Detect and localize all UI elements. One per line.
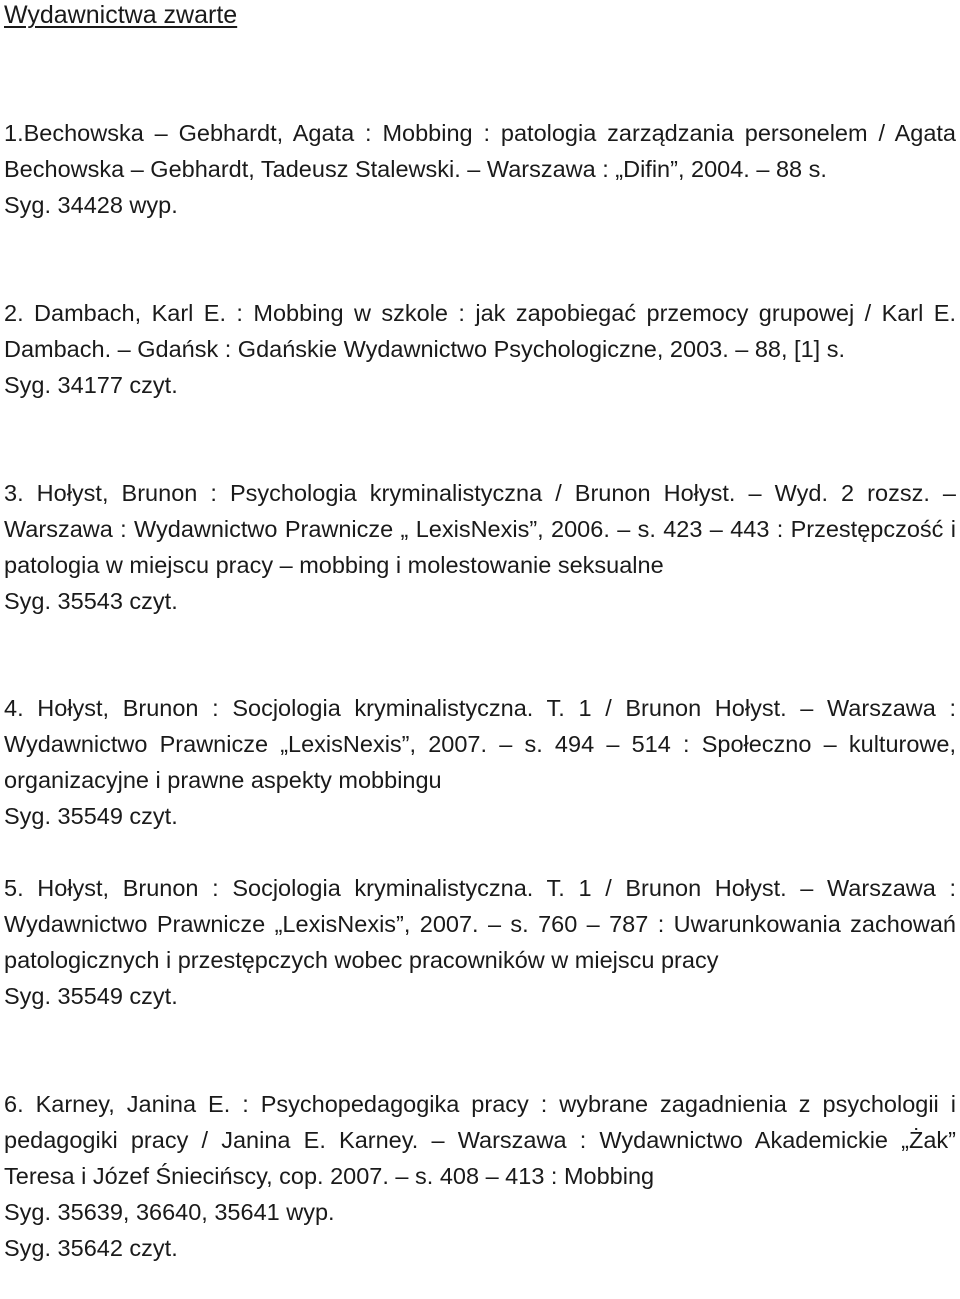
bibliography-entry-6 [4,1086,956,1266]
entry-description: 3. Hołyst, Brunon : Psychologia kryminalistyczna / Brunon Hołyst. – Wyd. 2 rozsz. – Warszawa : Wydawnictwo Prawnicze „ LexisNexis”, 2006. – s. 423 – 443 : Przestępczość i patologia w miejscu pracy – mobbing i molestowanie seksualne [4,480,956,578]
section-heading: Wydawnictwa zwarte [4,1,238,29]
entry-signature: Syg. 34428 wyp. [4,192,178,218]
entry-signature: Syg. 35549 czyt. [4,983,178,1009]
bibliography-entry-4 [4,690,956,834]
entry-signature: Syg. 35642 czyt. [4,1235,178,1261]
bibliography-entry-1 [4,115,956,223]
bibliography-entry-2 [4,295,956,403]
entry-signature: Syg. 35549 czyt. [4,803,178,829]
entry-description: 6. Karney, Janina E. : Psychopedagogika pracy : wybrane zagadnienia z psychologii i pedagogiki pracy / Janina E. Karney. – Warszawa : Wydawnictwo Akademickie „Żak” Teresa i Józef Śniecińscy, cop. 2007. – s. 408 – 413 : Mobbing [4,1091,956,1189]
entry-description: 5. Hołyst, Brunon : Socjologia kryminalistyczna. T. 1 / Brunon Hołyst. – Warszawa : Wydawnictwo Prawnicze „LexisNexis”, 2007. – s. 760 – 787 : Uwarunkowania zachowań patologicznych i przestępczych wobec pracowników w miejscu pracy [4,875,956,973]
entry-description: 4. Hołyst, Brunon : Socjologia kryminalistyczna. T. 1 / Brunon Hołyst. – Warszawa : Wydawnictwo Prawnicze „LexisNexis”, 2007. – s. 494 – 514 : Społeczno – kulturowe, organizacyjne i prawne aspekty mobbingu [4,695,956,793]
entry-description: 2. Dambach, Karl E. : Mobbing w szkole : jak zapobiegać przemocy grupowej / Karl E. Dambach. – Gdańsk : Gdańskie Wydawnictwo Psychologiczne, 2003. – 88, [1] s. [4,300,956,362]
entry-signature: Syg. 34177 czyt. [4,372,178,398]
document-page [4,0,956,1261]
entry-description: 1.Bechowska – Gebhardt, Agata : Mobbing : patologia zarządzania personelem / Agata Bechowska – Gebhardt, Tadeusz Stalewski. – Warszawa : „Difin”, 2004. – 88 s. [4,120,956,182]
bibliography-entry-5 [4,870,956,1014]
entry-signature: Syg. 35639, 36640, 35641 wyp. [4,1199,335,1225]
entry-signature: Syg. 35543 czyt. [4,588,178,614]
bibliography-entry-3 [4,475,956,619]
